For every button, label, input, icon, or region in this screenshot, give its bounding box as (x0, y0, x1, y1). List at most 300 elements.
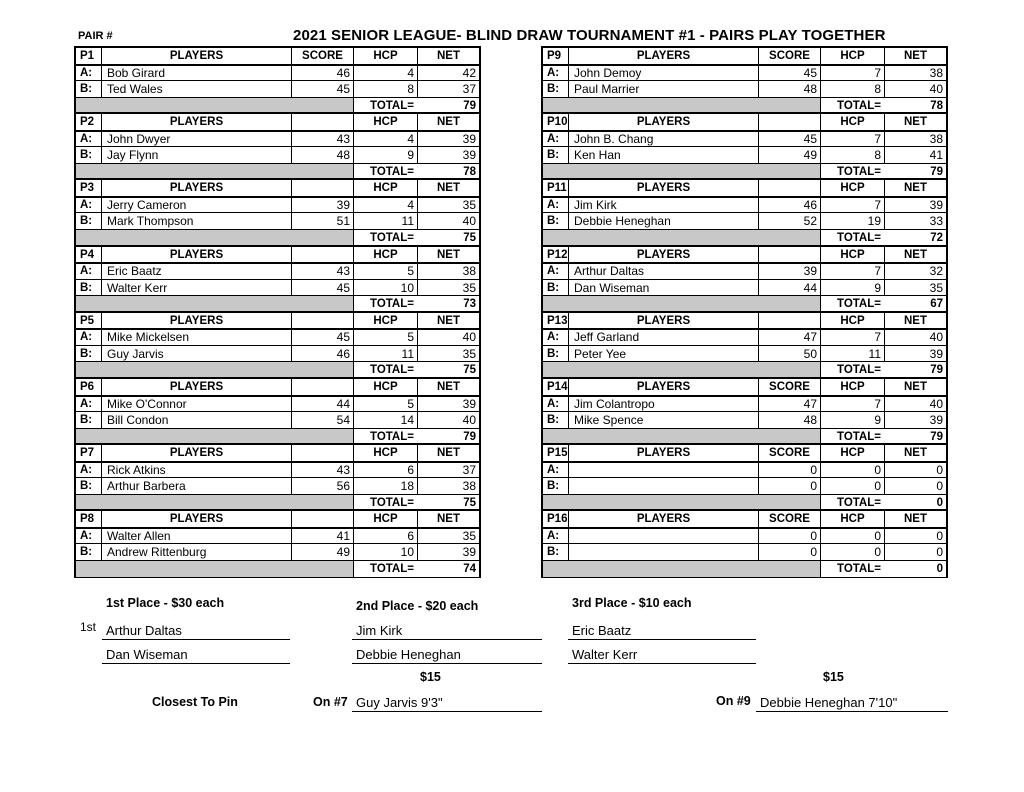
player-score: 47 (759, 329, 821, 346)
player-handicap: 11 (821, 346, 885, 363)
player-name: Dan Wiseman (569, 280, 759, 297)
player-name: Jim Colantropo (569, 396, 759, 413)
player-net: 37 (418, 81, 479, 98)
player-handicap: 11 (354, 213, 418, 230)
hcp-header: HCP (821, 313, 885, 330)
total-label: TOTAL= (370, 165, 414, 178)
player-net: 35 (418, 280, 479, 297)
player-score: 0 (759, 544, 821, 561)
score-header (292, 511, 354, 528)
hcp-header: HCP (821, 445, 885, 462)
player-slot-label: B: (543, 346, 569, 363)
underline (756, 711, 948, 712)
underline (102, 639, 290, 640)
player-handicap: 8 (354, 81, 418, 98)
player-row (543, 528, 946, 545)
player-slot-label: B: (543, 81, 569, 98)
player-handicap: 9 (354, 147, 418, 164)
player-net: 0 (885, 544, 946, 561)
pair-block (541, 245, 948, 311)
player-name: Arthur Daltas (569, 263, 759, 280)
player-name: Walter Allen (102, 528, 292, 545)
net-header: NET (418, 247, 479, 264)
pair-total: 73 (463, 298, 476, 311)
player-slot-label: A: (76, 396, 102, 413)
pair-header-row (543, 379, 946, 397)
player-slot-label: B: (76, 412, 102, 429)
player-name (569, 528, 759, 545)
hcp-header: HCP (354, 48, 418, 65)
player-net: 38 (418, 478, 479, 495)
player-name: John Demoy (569, 65, 759, 82)
pair-block (541, 377, 948, 443)
pair-block (541, 311, 948, 377)
player-score: 46 (292, 346, 354, 363)
player-net: 40 (418, 412, 479, 429)
player-handicap: 7 (821, 197, 885, 214)
pair-block (541, 443, 948, 509)
pair-header-row (76, 247, 479, 265)
player-row (543, 478, 946, 495)
player-handicap: 4 (354, 131, 418, 148)
pair-total: 75 (463, 364, 476, 377)
player-handicap: 8 (821, 147, 885, 164)
total-row (543, 561, 946, 578)
player-handicap: 6 (354, 528, 418, 545)
pair-header-row (543, 180, 946, 198)
player-net: 40 (418, 329, 479, 346)
first-place-label: 1st Place - $30 each (106, 596, 225, 610)
player-name: Mike Spence (569, 412, 759, 429)
player-net: 39 (418, 131, 479, 148)
players-header: PLAYERS (569, 379, 759, 396)
score-header (292, 247, 354, 264)
player-handicap: 11 (354, 346, 418, 363)
player-slot-label: A: (76, 131, 102, 148)
net-header: NET (885, 511, 946, 528)
player-row (543, 213, 946, 230)
player-score: 41 (292, 528, 354, 545)
player-row (76, 412, 479, 429)
player-name: Bill Condon (102, 412, 292, 429)
total-row-shade (76, 561, 354, 578)
players-header: PLAYERS (102, 247, 292, 264)
pair-id: P11 (543, 180, 569, 197)
player-slot-label: B: (543, 412, 569, 429)
pair-id: P5 (76, 313, 102, 330)
hole7-label: On #7 (313, 695, 348, 709)
player-score: 46 (292, 65, 354, 82)
player-net: 35 (418, 346, 479, 363)
pair-header-row (543, 313, 946, 331)
underline (352, 663, 542, 664)
net-header: NET (885, 180, 946, 197)
player-net: 35 (418, 528, 479, 545)
player-name: Peter Yee (569, 346, 759, 363)
player-row (543, 462, 946, 479)
total-label: TOTAL= (837, 231, 881, 244)
total-label: TOTAL= (837, 364, 881, 377)
player-handicap: 5 (354, 329, 418, 346)
score-header (292, 379, 354, 396)
player-net: 35 (885, 280, 946, 297)
second-place-winner-2: Debbie Heneghan (356, 647, 461, 662)
player-net: 39 (418, 147, 479, 164)
score-header: SCORE (759, 48, 821, 65)
player-score: 0 (759, 462, 821, 479)
total-row-shade (543, 561, 821, 578)
player-net: 39 (418, 396, 479, 413)
players-header: PLAYERS (569, 48, 759, 65)
player-score: 44 (759, 280, 821, 297)
player-name: Guy Jarvis (102, 346, 292, 363)
score-header (759, 180, 821, 197)
player-score: 56 (292, 478, 354, 495)
player-name (569, 462, 759, 479)
player-handicap: 14 (354, 412, 418, 429)
score-header: SCORE (759, 445, 821, 462)
net-header: NET (885, 379, 946, 396)
score-header: SCORE (292, 48, 354, 65)
total-cell (354, 561, 479, 578)
player-net: 38 (418, 263, 479, 280)
player-score: 49 (759, 147, 821, 164)
hcp-header: HCP (821, 511, 885, 528)
player-row (76, 263, 479, 280)
player-slot-label: B: (543, 544, 569, 561)
hcp-header: HCP (821, 48, 885, 65)
total-label: TOTAL= (370, 364, 414, 377)
player-handicap: 5 (354, 396, 418, 413)
player-name: Jerry Cameron (102, 197, 292, 214)
hole7-winner: Guy Jarvis 9'3" (356, 695, 443, 710)
total-label: TOTAL= (837, 165, 881, 178)
player-net: 0 (885, 462, 946, 479)
hole9-winner: Debbie Heneghan 7'10" (760, 695, 898, 710)
players-header: PLAYERS (569, 180, 759, 197)
pair-total: 67 (930, 298, 943, 311)
player-slot-label: B: (543, 147, 569, 164)
player-score: 43 (292, 263, 354, 280)
pair-header-row (543, 445, 946, 463)
player-row (543, 346, 946, 363)
player-score: 39 (292, 197, 354, 214)
player-score: 48 (759, 412, 821, 429)
player-name: Rick Atkins (102, 462, 292, 479)
players-header: PLAYERS (102, 379, 292, 396)
pair-header-row (76, 313, 479, 331)
pair-total: 0 (936, 496, 943, 509)
player-slot-label: B: (543, 213, 569, 230)
hcp-header: HCP (354, 180, 418, 197)
page-title: 2021 SENIOR LEAGUE- BLIND DRAW TOURNAMENT #1 - PAIRS PLAY TOGETHER (293, 27, 886, 44)
player-net: 0 (885, 478, 946, 495)
net-header: NET (885, 313, 946, 330)
first-place-marker: 1st (80, 620, 97, 634)
player-name: Paul Marrier (569, 81, 759, 98)
player-handicap: 7 (821, 263, 885, 280)
score-header (759, 114, 821, 131)
player-name: Jeff Garland (569, 329, 759, 346)
player-name: Eric Baatz (102, 263, 292, 280)
hcp-header: HCP (821, 247, 885, 264)
underline (352, 711, 542, 712)
player-name: Mike O'Connor (102, 396, 292, 413)
player-handicap: 7 (821, 329, 885, 346)
player-handicap: 0 (821, 478, 885, 495)
pair-block (74, 311, 481, 377)
player-net: 33 (885, 213, 946, 230)
pair-id: P12 (543, 247, 569, 264)
total-label: TOTAL= (837, 298, 881, 311)
player-handicap: 10 (354, 280, 418, 297)
pair-total: 78 (930, 99, 943, 112)
player-handicap: 9 (821, 280, 885, 297)
pair-header-row (76, 379, 479, 397)
player-row (543, 81, 946, 98)
player-handicap: 10 (354, 544, 418, 561)
player-name: Jim Kirk (569, 197, 759, 214)
score-header: SCORE (759, 511, 821, 528)
pair-total: 75 (463, 231, 476, 244)
player-row (543, 329, 946, 346)
player-slot-label: A: (76, 329, 102, 346)
player-score: 47 (759, 396, 821, 413)
player-slot-label: B: (76, 81, 102, 98)
player-slot-label: A: (543, 131, 569, 148)
player-row (76, 478, 479, 495)
underline (352, 639, 542, 640)
player-handicap: 4 (354, 197, 418, 214)
players-header: PLAYERS (569, 114, 759, 131)
player-row (76, 528, 479, 545)
pair-block (541, 509, 948, 577)
pair-total: 0 (936, 562, 943, 575)
player-slot-label: A: (76, 528, 102, 545)
player-row (543, 131, 946, 148)
player-row (76, 396, 479, 413)
player-slot-label: B: (76, 147, 102, 164)
player-name: Jay Flynn (102, 147, 292, 164)
total-label: TOTAL= (370, 430, 414, 443)
pair-block (74, 46, 481, 112)
player-slot-label: A: (543, 528, 569, 545)
pair-id: P1 (76, 48, 102, 65)
third-place-label: 3rd Place - $10 each (572, 596, 692, 610)
first-place-winner-2: Dan Wiseman (106, 647, 188, 662)
total-label: TOTAL= (370, 496, 414, 509)
hcp-header: HCP (354, 247, 418, 264)
underline (102, 663, 290, 664)
player-score: 45 (759, 131, 821, 148)
underline (568, 663, 756, 664)
player-score: 45 (292, 81, 354, 98)
players-header: PLAYERS (102, 180, 292, 197)
second-place-winner-1: Jim Kirk (356, 623, 403, 638)
player-score: 48 (759, 81, 821, 98)
total-label: TOTAL= (837, 430, 881, 443)
player-handicap: 0 (821, 462, 885, 479)
player-slot-label: A: (76, 65, 102, 82)
pair-block (74, 443, 481, 509)
player-row (76, 280, 479, 297)
player-slot-label: A: (543, 462, 569, 479)
pair-total: 79 (930, 165, 943, 178)
pair-id: P7 (76, 445, 102, 462)
hcp-header: HCP (354, 379, 418, 396)
player-handicap: 7 (821, 131, 885, 148)
hcp-header: HCP (821, 114, 885, 131)
players-header: PLAYERS (102, 48, 292, 65)
player-slot-label: B: (543, 478, 569, 495)
player-handicap: 18 (354, 478, 418, 495)
player-name: Mark Thompson (102, 213, 292, 230)
players-header: PLAYERS (102, 114, 292, 131)
player-row (76, 462, 479, 479)
net-header: NET (418, 511, 479, 528)
score-header (292, 445, 354, 462)
net-header: NET (885, 445, 946, 462)
pair-header-row (543, 48, 946, 66)
player-row (76, 213, 479, 230)
second-place-label: 2nd Place - $20 each (356, 599, 479, 613)
pair-block (74, 377, 481, 443)
player-score: 52 (759, 213, 821, 230)
player-slot-label: A: (543, 329, 569, 346)
hcp-header: HCP (354, 313, 418, 330)
player-net: 40 (885, 81, 946, 98)
player-name: Ken Han (569, 147, 759, 164)
player-slot-label: A: (76, 197, 102, 214)
player-slot-label: B: (76, 280, 102, 297)
pair-total: 79 (463, 430, 476, 443)
pair-header-row (76, 180, 479, 198)
player-score: 0 (759, 478, 821, 495)
player-row (543, 396, 946, 413)
pair-header-row (543, 114, 946, 132)
pair-header-row (76, 511, 479, 529)
player-name: Walter Kerr (102, 280, 292, 297)
hole9-amount: $15 (823, 670, 844, 684)
total-label: TOTAL= (370, 99, 414, 112)
pair-header-row (76, 445, 479, 463)
score-header (759, 247, 821, 264)
player-handicap: 6 (354, 462, 418, 479)
total-label: TOTAL= (837, 99, 881, 112)
player-row (76, 147, 479, 164)
player-name: John Dwyer (102, 131, 292, 148)
hole7-amount: $15 (420, 670, 441, 684)
total-label: TOTAL= (837, 496, 881, 509)
player-net: 38 (885, 65, 946, 82)
player-net: 37 (418, 462, 479, 479)
underline (568, 639, 756, 640)
player-net: 39 (885, 346, 946, 363)
first-place-winner-1: Arthur Daltas (106, 623, 182, 638)
pair-total: 72 (930, 231, 943, 244)
player-row (543, 544, 946, 561)
pair-block (541, 46, 948, 112)
player-name: Ted Wales (102, 81, 292, 98)
players-header: PLAYERS (569, 511, 759, 528)
closest-to-pin-label: Closest To Pin (152, 695, 238, 709)
player-name: Bob Girard (102, 65, 292, 82)
player-handicap: 5 (354, 263, 418, 280)
hcp-header: HCP (821, 379, 885, 396)
pair-block (541, 112, 948, 178)
player-handicap: 8 (821, 81, 885, 98)
players-header: PLAYERS (102, 313, 292, 330)
net-header: NET (418, 445, 479, 462)
player-row (76, 544, 479, 561)
player-row (543, 280, 946, 297)
player-handicap: 19 (821, 213, 885, 230)
total-cell (821, 561, 946, 578)
pair-number-header: PAIR # (78, 30, 113, 42)
player-name: John B. Chang (569, 131, 759, 148)
hcp-header: HCP (354, 445, 418, 462)
third-place-winner-1: Eric Baatz (572, 623, 632, 638)
total-row (76, 561, 479, 578)
player-row (543, 197, 946, 214)
players-header: PLAYERS (569, 247, 759, 264)
player-score: 48 (292, 147, 354, 164)
players-header: PLAYERS (569, 313, 759, 330)
pair-id: P10 (543, 114, 569, 131)
hcp-header: HCP (821, 180, 885, 197)
pair-id: P13 (543, 313, 569, 330)
player-handicap: 7 (821, 396, 885, 413)
total-label: TOTAL= (370, 562, 414, 575)
pair-total: 74 (463, 562, 476, 575)
net-header: NET (885, 114, 946, 131)
player-score: 50 (759, 346, 821, 363)
player-score: 45 (292, 329, 354, 346)
score-header: SCORE (759, 379, 821, 396)
player-net: 0 (885, 528, 946, 545)
net-header: NET (885, 48, 946, 65)
net-header: NET (418, 313, 479, 330)
pair-total: 79 (930, 430, 943, 443)
player-net: 35 (418, 197, 479, 214)
player-slot-label: A: (543, 65, 569, 82)
pair-id: P14 (543, 379, 569, 396)
player-name: Debbie Heneghan (569, 213, 759, 230)
player-handicap: 0 (821, 544, 885, 561)
player-row (76, 346, 479, 363)
player-slot-label: A: (543, 197, 569, 214)
players-header: PLAYERS (569, 445, 759, 462)
player-score: 39 (759, 263, 821, 280)
player-handicap: 0 (821, 528, 885, 545)
player-net: 38 (885, 131, 946, 148)
player-slot-label: A: (543, 263, 569, 280)
score-header (292, 114, 354, 131)
third-place-winner-2: Walter Kerr (572, 647, 638, 662)
players-header: PLAYERS (102, 511, 292, 528)
net-header: NET (418, 180, 479, 197)
hcp-header: HCP (354, 114, 418, 131)
player-row (543, 263, 946, 280)
player-slot-label: B: (76, 213, 102, 230)
pair-id: P6 (76, 379, 102, 396)
pair-id: P2 (76, 114, 102, 131)
player-score: 54 (292, 412, 354, 429)
total-label: TOTAL= (837, 562, 881, 575)
player-slot-label: A: (76, 263, 102, 280)
pair-block (74, 112, 481, 178)
pair-header-row (543, 511, 946, 529)
